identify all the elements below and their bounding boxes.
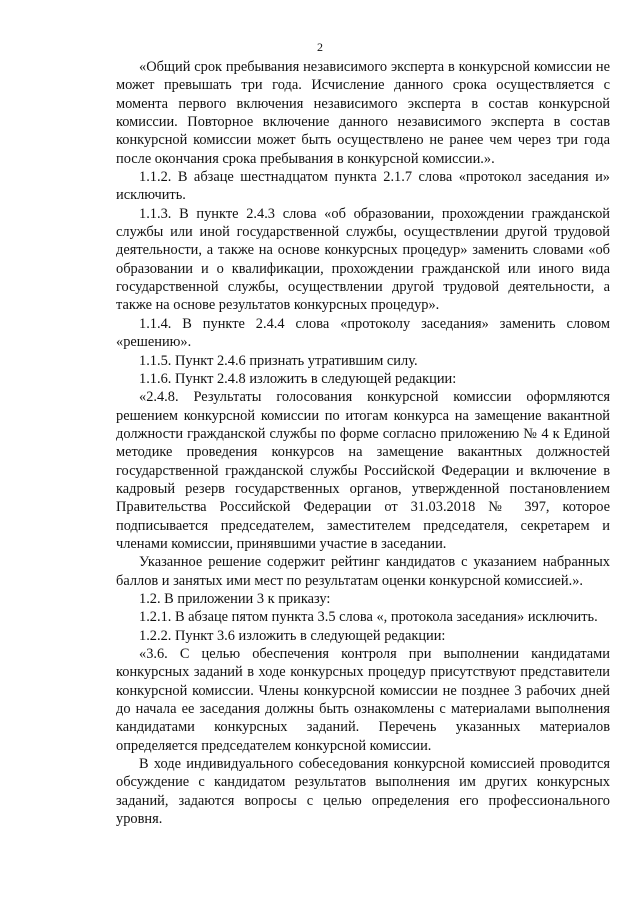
paragraph-1-2: 1.2. В приложении 3 к приказу: bbox=[139, 590, 331, 607]
paragraph-1-1-6: 1.1.6. Пункт 2.4.8 изложить в следующей редакции: bbox=[139, 370, 457, 387]
paragraph-1-1-2: 1.1.2. В абзаце шестнадцатом пункта 2.1.7 слова «протокол заседания и» исключить. bbox=[116, 169, 610, 204]
paragraph-3-6: «3.6. С целью обеспечения контроля при выполнении кандидатами конкурсных заданий в ходе конкурсных процедур присутствуют представители конкурсной комиссии. Члены конкурсной комиссии не позднее 3 рабочих дней до начала ее заседания должны быть ознакомлены с материалами выполнения кандидатами конкурсных заданий. Перечень указанных материалов определяется председателем конкурсной комиссии. bbox=[116, 646, 610, 754]
paragraph-1-1-4: 1.1.4. В пункте 2.4.4 слова «протоколу заседания» заменить словом «решению». bbox=[116, 315, 610, 351]
paragraph-expert-term: «Общий срок пребывания независимого эксперта в конкурсной комиссии не может превышать три года. Исчисление данного срока осуществляется с момента первого включения независимого эксперта в состав конкурсной комиссии. Повторное включение данного независимого эксперта в состав конкурсной комиссии может быть осуществлено не ранее чем через три года после окончания срока пребывания в конкурсной комиссии.». bbox=[116, 59, 610, 167]
page-number: 2 bbox=[317, 40, 323, 54]
paragraph-1-1-3: 1.1.3. В пункте 2.4.3 слова «об образовании, прохождении гражданской службы или иной государственной службы, осуществлении другой трудовой деятельности, а также на основе конкурсных процедур» заменить словами «об образовании и о квалификации, прохождении гражданской или иного вида государственной службы, осуществлении другой трудовой деятельности, а также на основе результатов конкурсных процедур». bbox=[116, 205, 610, 314]
paragraph-1-1-5: 1.1.5. Пункт 2.4.6 признать утратившим силу. bbox=[139, 352, 418, 369]
paragraph-decision-rating: Указанное решение содержит рейтинг кандидатов с указанием набранных баллов и занятых ими мест по результатам оценки конкурсной комиссией.». bbox=[116, 554, 610, 589]
paragraph-1-2-1: 1.2.1. В абзаце пятом пункта 3.5 слова «, протокола заседания» исключить. bbox=[139, 609, 598, 626]
document-body bbox=[116, 58, 610, 828]
paragraph-1-2-2: 1.2.2. Пункт 3.6 изложить в следующей редакции: bbox=[139, 627, 446, 644]
paragraph-interview: В ходе индивидуального собеседования конкурсной комиссией проводится обсуждение с кандидатом результатов выполнения им других конкурсных заданий, задаются вопросы с целью определения его профессионального уровня. bbox=[116, 756, 610, 828]
paragraph-2-4-8: «2.4.8. Результаты голосования конкурсной комиссии оформляются решением конкурсной комиссии по итогам конкурса на замещение вакантной должности гражданской службы по форме согласно приложению № 4 к Единой методике проведения конкурсов на замещение вакантных должностей государственной гражданской службы Российской Федерации и включение в кадровый резерв государственных органов, утвержденной постановлением Правительства Российской Федерации от 31.03.2018 № 397, которое подписывается председателем, заместителем председателя, секретарем и членами комиссии, принявшими участие в заседании. bbox=[116, 389, 610, 552]
